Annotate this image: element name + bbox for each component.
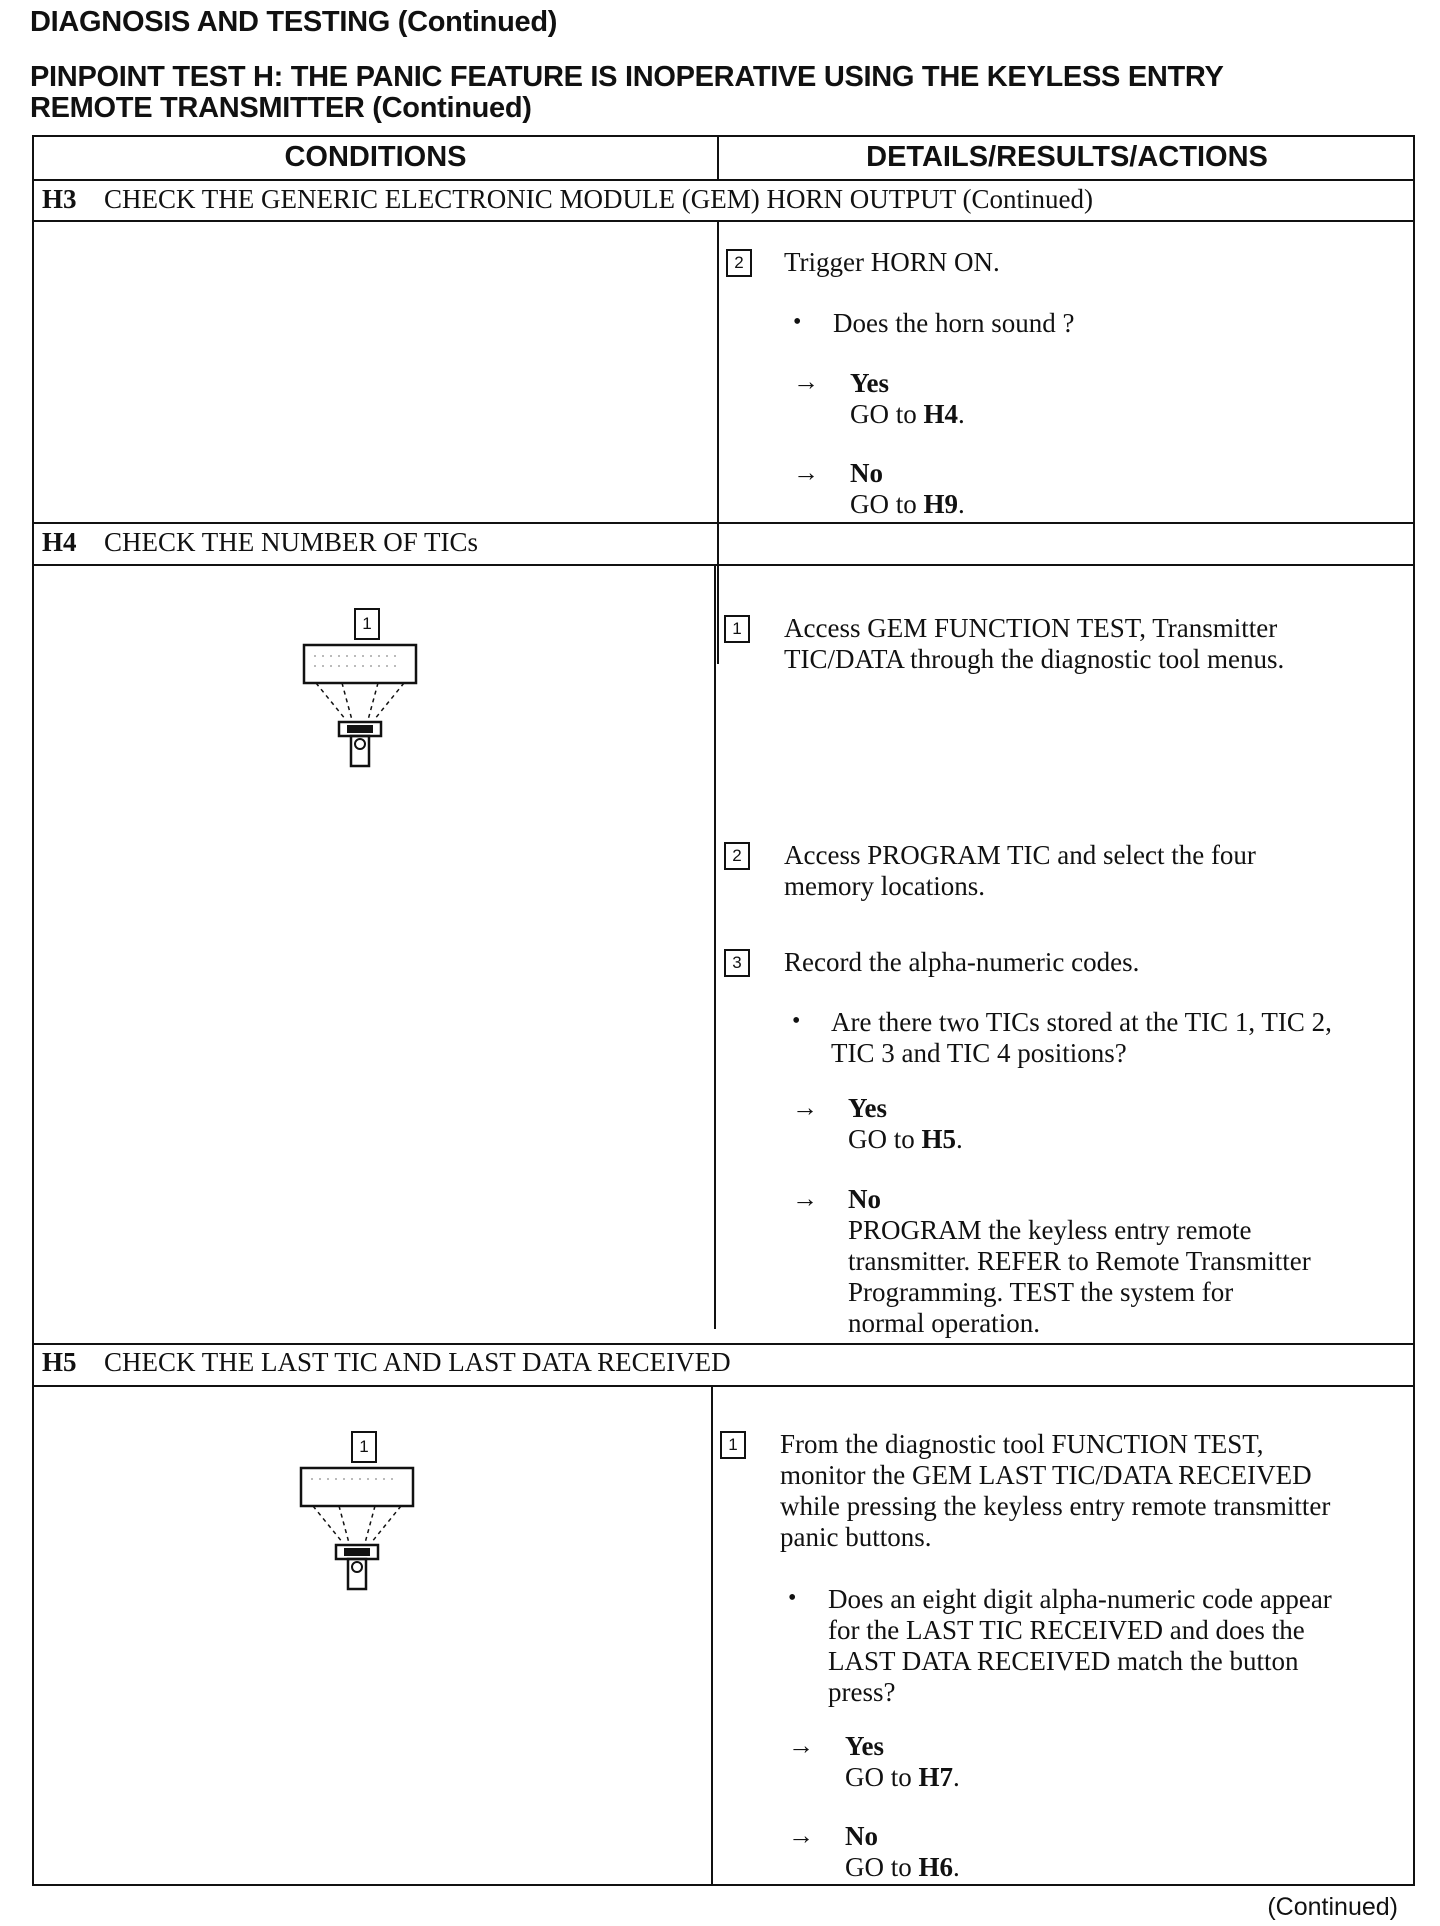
row-rule xyxy=(34,564,1413,566)
section-h3-title: CHECK THE GENERIC ELECTRONIC MODULE (GEM) HORN OUTPUT (Continued) xyxy=(104,184,1093,214)
section-h3-code: H3 xyxy=(42,184,77,214)
bullet: • xyxy=(792,1008,801,1034)
row-rule xyxy=(34,1385,1413,1387)
question-line: press? xyxy=(828,1677,896,1707)
step-line: memory locations. xyxy=(784,871,985,901)
go-to-text: GO to xyxy=(845,1762,919,1792)
yes-label: Yes xyxy=(850,368,889,398)
column-divider xyxy=(717,220,719,664)
column-header-conditions: CONDITIONS xyxy=(284,141,467,173)
answer-line: Programming. TEST the system for xyxy=(848,1277,1234,1307)
step-line: while pressing the keyless entry remote transmitter xyxy=(780,1491,1331,1521)
answer-yes: Yes GO to H7. xyxy=(845,1731,960,1792)
step-number-box: 2 xyxy=(726,249,752,277)
no-label: No xyxy=(845,1821,878,1851)
figure-label: 1 xyxy=(354,608,380,640)
section-h4-title: CHECK THE NUMBER OF TICs xyxy=(104,527,479,557)
answer-no xyxy=(848,1184,1311,1339)
row-rule xyxy=(34,1343,1413,1345)
question-line: TIC 3 and TIC 4 positions? xyxy=(831,1038,1127,1068)
step-line: Access GEM FUNCTION TEST, Transmitter xyxy=(784,613,1278,643)
step-number-box: 1 xyxy=(724,615,750,643)
section-h4-code: H4 xyxy=(42,527,77,557)
column-header-details: DETAILS/RESULTS/ACTIONS xyxy=(866,141,1268,173)
answer-line: transmitter. REFER to Remote Transmitter xyxy=(848,1246,1311,1276)
step-instruction: Record the alpha-numeric codes. xyxy=(784,947,1140,977)
column-divider xyxy=(711,1385,713,1886)
row-rule xyxy=(34,220,1413,222)
step-line: monitor the GEM LAST TIC/DATA RECEIVED xyxy=(780,1460,1312,1490)
step-line: Access PROGRAM TIC and select the four xyxy=(784,840,1256,870)
go-to-text: GO to xyxy=(850,489,924,519)
arrow-icon: → xyxy=(792,1093,818,1122)
page-title: DIAGNOSIS AND TESTING (Continued) xyxy=(30,6,558,38)
row-rule xyxy=(34,179,1413,181)
header-divider xyxy=(717,137,719,179)
question-line: for the LAST TIC RECEIVED and does the xyxy=(828,1615,1305,1645)
answer-line: normal operation. xyxy=(848,1308,1040,1338)
go-to-text: GO to xyxy=(850,399,924,429)
step-instruction: Trigger HORN ON. xyxy=(784,247,1000,277)
step-instruction xyxy=(780,1429,1330,1553)
scan-tool-icon xyxy=(291,1465,431,1595)
go-to-target: H9 xyxy=(923,489,959,519)
scan-tool-icon xyxy=(294,642,434,772)
step-number-box: 3 xyxy=(724,949,750,977)
row-rule xyxy=(34,522,1413,524)
test-title-line-1: PINPOINT TEST H: THE PANIC FEATURE IS INOPERATIVE USING THE KEYLESS ENTRY xyxy=(30,61,1224,93)
step-line: panic buttons. xyxy=(780,1522,932,1552)
answer-no: No GO to H9. xyxy=(850,458,965,519)
go-to-target: H6 xyxy=(918,1852,954,1882)
yes-label: Yes xyxy=(845,1731,884,1761)
step-instruction xyxy=(784,840,1256,902)
answer-yes: Yes GO to H5. xyxy=(848,1093,963,1154)
question-text: Does the horn sound ? xyxy=(833,308,1075,338)
pinpoint-test-table xyxy=(32,135,1415,1886)
answer-no: No GO to H6. xyxy=(845,1821,960,1882)
column-divider xyxy=(714,564,716,1329)
go-to-target: H5 xyxy=(921,1124,957,1154)
step-instruction xyxy=(784,613,1284,675)
figure-label: 1 xyxy=(351,1431,377,1463)
test-title-line-2: REMOTE TRANSMITTER (Continued) xyxy=(30,92,532,124)
arrow-icon: → xyxy=(793,458,819,487)
go-to-text: GO to xyxy=(845,1852,919,1882)
arrow-icon: → xyxy=(792,1184,818,1213)
answer-yes: Yes GO to H4. xyxy=(850,368,965,429)
section-h5-code: H5 xyxy=(42,1347,77,1377)
continued-footer: (Continued) xyxy=(1267,1893,1398,1921)
go-to-text: GO to xyxy=(848,1124,922,1154)
step-number-box: 2 xyxy=(724,842,750,870)
go-to-target: H7 xyxy=(918,1762,954,1792)
question-line: Does an eight digit alpha-numeric code appear xyxy=(828,1584,1332,1614)
section-h5-title: CHECK THE LAST TIC AND LAST DATA RECEIVED xyxy=(104,1347,731,1377)
no-label: No xyxy=(848,1184,881,1214)
bullet: • xyxy=(788,1585,797,1611)
arrow-icon: → xyxy=(788,1731,814,1760)
answer-line: PROGRAM the keyless entry remote xyxy=(848,1215,1252,1245)
question-text xyxy=(831,1007,1332,1069)
section-h4-heading xyxy=(42,527,478,558)
arrow-icon: → xyxy=(788,1821,814,1850)
question-text xyxy=(828,1584,1332,1708)
step-number-box: 1 xyxy=(720,1431,746,1459)
go-to-target: H4 xyxy=(923,399,959,429)
yes-label: Yes xyxy=(848,1093,887,1123)
section-h5-heading xyxy=(42,1347,731,1378)
no-label: No xyxy=(850,458,883,488)
step-line: TIC/DATA through the diagnostic tool menus. xyxy=(784,644,1285,674)
question-line: LAST DATA RECEIVED match the button xyxy=(828,1646,1299,1676)
question-line: Are there two TICs stored at the TIC 1, TIC 2, xyxy=(831,1007,1332,1037)
section-h3-heading xyxy=(42,184,1093,215)
arrow-icon: → xyxy=(793,367,819,396)
bullet: • xyxy=(793,309,802,335)
pinpoint-test-title xyxy=(30,62,1390,124)
step-line: From the diagnostic tool FUNCTION TEST, xyxy=(780,1429,1264,1459)
